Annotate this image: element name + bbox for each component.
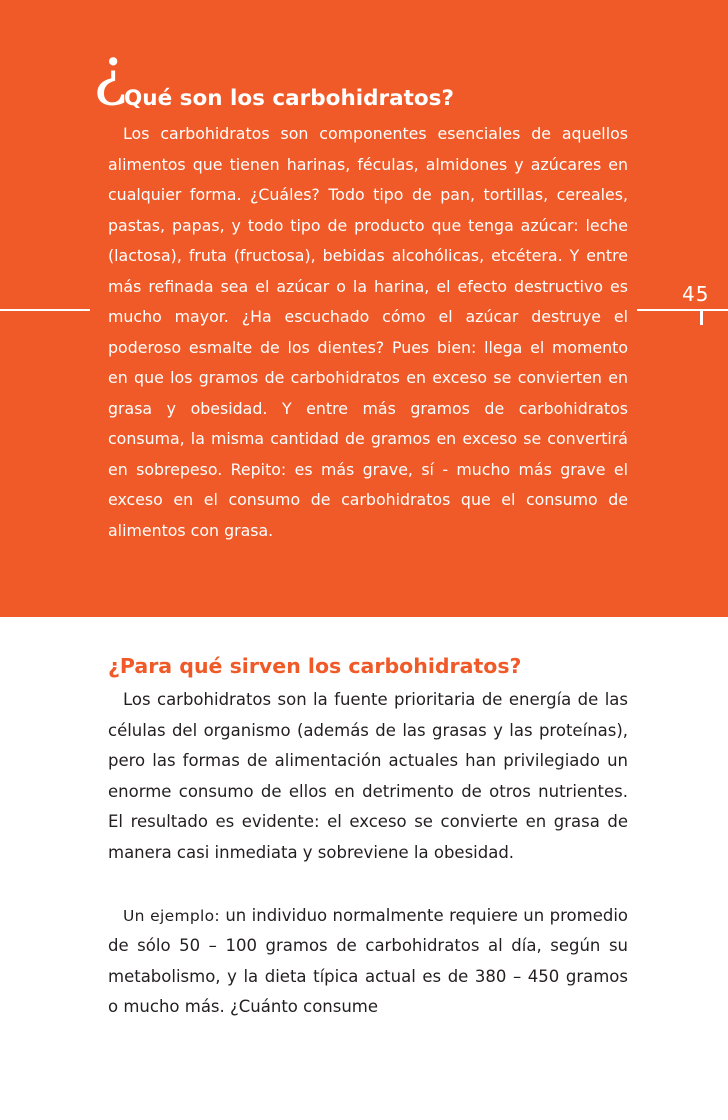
example-lead: Un ejemplo: <box>123 906 220 925</box>
page-rule-left <box>0 309 90 311</box>
example-text: un individuo normalmente requiere un promedio de sólo 50 – 100 gramos de carbohidratos al día, según su metabolismo, y la dieta típica actual es de 380 – 450 gramos o mucho más. ¿Cuánto consume <box>108 905 628 1017</box>
decorative-question-mark: ¿ <box>93 35 128 109</box>
paragraph-example <box>108 901 628 1023</box>
page-number: 45 <box>682 282 710 306</box>
section-body-que-son: Los carbohidratos son componentes esenciales de aquellos alimentos que tienen harinas, féculas, almidones y azúcares en cualquier forma. ¿Cuáles? Todo tipo de pan, tortillas, cereales, pastas, papas, y todo tipo de producto que tenga azúcar: leche (lactosa), fruta (fructosa), bebidas alcohólicas, etcétera. Y entre más refinada sea el azúcar o la harina, el efecto destructivo es mucho mayor. ¿Ha escuchado cómo el azúcar destruye el poderoso esmalte de los dientes? Pues bien: llega el momento en que los gramos de carbohidratos en exceso se convierten en grasa y obesidad. Y entre más gramos de carbohidratos consuma, la misma cantidad de gramos en exceso se convertirá en sobrepeso. Repito: es más grave, sí - mucho más grave el exceso en el consumo de carbohidratos que el consumo de alimentos con grasa. <box>108 124 628 540</box>
section-title-que-son: Qué son los carbohidratos? <box>124 86 454 111</box>
paragraph-energy-source: Los carbohidratos son la fuente prioritaria de energía de las células del organismo (además de las grasas y las proteínas), pero las formas de alimentación actuales han privilegiado un enorme consumo de ellos en detrimento de otros nutrientes. El resultado es evidente: el exceso se convierte en grasa de manera casi inmediata y sobreviene la obesidad. <box>108 690 628 862</box>
section-body-para-que <box>108 685 628 1023</box>
section-title-para-que: ¿Para qué sirven los carbohidratos? <box>108 654 522 678</box>
page-rule-right <box>637 309 728 311</box>
page-rule-tick <box>700 311 703 325</box>
